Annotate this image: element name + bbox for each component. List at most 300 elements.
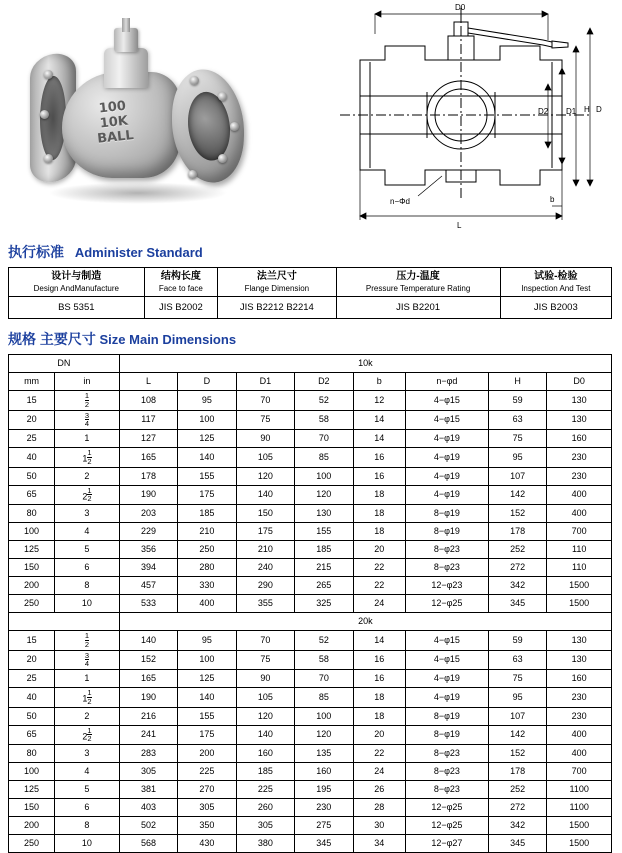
cell-D: 350 bbox=[178, 817, 236, 835]
cell-mm: 150 bbox=[9, 799, 55, 817]
cell-n−φd: 8−φ19 bbox=[405, 725, 488, 745]
dn-group-header: DN bbox=[9, 355, 120, 373]
table-row bbox=[9, 485, 612, 505]
cell-b: 18 bbox=[353, 707, 405, 725]
cell-D1: 290 bbox=[236, 577, 294, 595]
header-en: Design AndManufacture bbox=[33, 284, 119, 293]
cell-n−φd: 4−φ19 bbox=[405, 688, 488, 708]
cell-b: 20 bbox=[353, 541, 405, 559]
header-en: Flange Dimension bbox=[244, 284, 310, 293]
cell-D: 100 bbox=[178, 650, 236, 670]
cell-L: 108 bbox=[119, 391, 177, 411]
cell-D: 330 bbox=[178, 577, 236, 595]
cell-b: 30 bbox=[353, 817, 405, 835]
cell-D1: 305 bbox=[236, 817, 294, 835]
cell-H: 95 bbox=[488, 688, 546, 708]
cell-D2: 345 bbox=[295, 835, 353, 853]
cell-H: 342 bbox=[488, 817, 546, 835]
table-row bbox=[9, 763, 612, 781]
column-header: D bbox=[178, 373, 236, 391]
cell-D: 200 bbox=[178, 745, 236, 763]
valve-technical-drawing bbox=[300, 0, 622, 232]
cell-mm: 65 bbox=[9, 725, 55, 745]
cell-D: 305 bbox=[178, 799, 236, 817]
cell-b: 24 bbox=[353, 763, 405, 781]
cell-in: 1 bbox=[55, 430, 120, 448]
column-header: in bbox=[55, 373, 120, 391]
cell-n−φd: 12−φ25 bbox=[405, 595, 488, 613]
cell-n−φd: 8−φ23 bbox=[405, 763, 488, 781]
cell-mm: 80 bbox=[9, 505, 55, 523]
dim-label-d0: D0 bbox=[455, 3, 466, 12]
table-row bbox=[9, 725, 612, 745]
cell-in: 8 bbox=[55, 577, 120, 595]
cell-H: 178 bbox=[488, 523, 546, 541]
cell-H: 252 bbox=[488, 781, 546, 799]
flange-bolt bbox=[190, 76, 199, 85]
cell-mm: 65 bbox=[9, 485, 55, 505]
ball-valve-photo bbox=[22, 14, 278, 214]
cell-mm: 20 bbox=[9, 410, 55, 430]
cell-in: 6 bbox=[55, 799, 120, 817]
table-row bbox=[9, 631, 612, 651]
table-row bbox=[9, 467, 612, 485]
cell-mm: 125 bbox=[9, 541, 55, 559]
dn-group-header bbox=[9, 613, 120, 631]
cell-D: 155 bbox=[178, 467, 236, 485]
cell-mm: 15 bbox=[9, 391, 55, 411]
dim-label-d2: D2 bbox=[538, 107, 549, 116]
cell-n−φd: 4−φ19 bbox=[405, 485, 488, 505]
cell-L: 165 bbox=[119, 670, 177, 688]
cell-D0: 160 bbox=[547, 430, 612, 448]
cell-n−φd: 4−φ19 bbox=[405, 670, 488, 688]
cell-D: 280 bbox=[178, 559, 236, 577]
cell-D0: 1500 bbox=[547, 595, 612, 613]
marking-line-3: BALL bbox=[96, 128, 135, 147]
cell-mm: 250 bbox=[9, 835, 55, 853]
cell-D2: 58 bbox=[295, 650, 353, 670]
cell-b: 12 bbox=[353, 391, 405, 411]
figure-row bbox=[0, 0, 622, 232]
table-row bbox=[9, 670, 612, 688]
cell-D0: 700 bbox=[547, 523, 612, 541]
flange-bolt bbox=[188, 170, 197, 179]
cell-D1: 75 bbox=[236, 650, 294, 670]
table-row bbox=[9, 688, 612, 708]
cell-D0: 230 bbox=[547, 467, 612, 485]
cell-in: 5 bbox=[55, 781, 120, 799]
cell-in: 1 bbox=[55, 670, 120, 688]
pressure-class-divider bbox=[9, 613, 612, 631]
cell-b: 34 bbox=[353, 835, 405, 853]
cell-D1: 380 bbox=[236, 835, 294, 853]
cell-D2: 100 bbox=[295, 467, 353, 485]
cell-D0: 1500 bbox=[547, 835, 612, 853]
cell-n−φd: 4−φ19 bbox=[405, 467, 488, 485]
cell-mm: 100 bbox=[9, 763, 55, 781]
standard-value-cell: JIS B2201 bbox=[336, 297, 500, 319]
cell-in: 2 bbox=[55, 707, 120, 725]
cell-H: 107 bbox=[488, 707, 546, 725]
cell-D2: 58 bbox=[295, 410, 353, 430]
dim-label-n-phi-d: n−Φd bbox=[390, 197, 410, 206]
cell-L: 502 bbox=[119, 817, 177, 835]
cell-n−φd: 8−φ19 bbox=[405, 707, 488, 725]
valve-neck bbox=[104, 48, 148, 88]
cell-D0: 230 bbox=[547, 707, 612, 725]
cell-L: 229 bbox=[119, 523, 177, 541]
valve-stem-pin bbox=[122, 18, 130, 32]
cell-D1: 210 bbox=[236, 541, 294, 559]
table-row bbox=[9, 707, 612, 725]
cell-in: $\frac{1}{2}$ bbox=[55, 391, 120, 411]
cell-b: 14 bbox=[353, 410, 405, 430]
cell-in: 2 $\frac{1}{2}$ bbox=[55, 725, 120, 745]
cell-D1: 70 bbox=[236, 391, 294, 411]
table-row bbox=[9, 595, 612, 613]
flange-bolt bbox=[218, 154, 227, 163]
cell-D1: 355 bbox=[236, 595, 294, 613]
cell-D0: 400 bbox=[547, 725, 612, 745]
cell-D1: 70 bbox=[236, 631, 294, 651]
cell-b: 18 bbox=[353, 485, 405, 505]
cell-D: 100 bbox=[178, 410, 236, 430]
cell-mm: 150 bbox=[9, 559, 55, 577]
table-row bbox=[9, 835, 612, 853]
cell-mm: 50 bbox=[9, 467, 55, 485]
cell-D: 270 bbox=[178, 781, 236, 799]
table-row bbox=[9, 799, 612, 817]
cell-D0: 400 bbox=[547, 745, 612, 763]
cell-D2: 120 bbox=[295, 485, 353, 505]
cell-D0: 130 bbox=[547, 410, 612, 430]
cell-D2: 275 bbox=[295, 817, 353, 835]
dimensions-section-heading bbox=[8, 329, 622, 349]
cell-mm: 200 bbox=[9, 817, 55, 835]
cell-D1: 160 bbox=[236, 745, 294, 763]
cell-H: 272 bbox=[488, 559, 546, 577]
cell-D2: 215 bbox=[295, 559, 353, 577]
header-cn: 结构长度 bbox=[160, 271, 201, 282]
cell-D2: 185 bbox=[295, 541, 353, 559]
column-header: H bbox=[488, 373, 546, 391]
cell-b: 26 bbox=[353, 781, 405, 799]
cell-mm: 40 bbox=[9, 688, 55, 708]
cell-in: $\frac{3}{4}$ bbox=[55, 410, 120, 430]
cell-D1: 120 bbox=[236, 467, 294, 485]
cell-L: 457 bbox=[119, 577, 177, 595]
cell-in: 2 $\frac{1}{2}$ bbox=[55, 485, 120, 505]
column-header: b bbox=[353, 373, 405, 391]
cell-D: 125 bbox=[178, 670, 236, 688]
table-row bbox=[9, 410, 612, 430]
cell-b: 22 bbox=[353, 577, 405, 595]
cell-H: 142 bbox=[488, 485, 546, 505]
cell-D2: 160 bbox=[295, 763, 353, 781]
flange-bolt bbox=[40, 110, 49, 119]
cell-mm: 200 bbox=[9, 577, 55, 595]
cell-mm: 100 bbox=[9, 523, 55, 541]
table-row bbox=[9, 559, 612, 577]
cell-in: 8 bbox=[55, 817, 120, 835]
dim-header-row-1 bbox=[9, 355, 612, 373]
cell-b: 14 bbox=[353, 631, 405, 651]
valve-photo-pane bbox=[0, 0, 300, 232]
cell-H: 152 bbox=[488, 745, 546, 763]
cell-in: 1 $\frac{1}{2}$ bbox=[55, 448, 120, 468]
cell-L: 178 bbox=[119, 467, 177, 485]
flange-bolt bbox=[44, 154, 53, 163]
cell-in: 4 bbox=[55, 763, 120, 781]
standard-value-cell: BS 5351 bbox=[9, 297, 145, 319]
standard-header-cell bbox=[336, 268, 500, 297]
cell-D0: 130 bbox=[547, 391, 612, 411]
cell-in: 3 bbox=[55, 505, 120, 523]
cell-b: 16 bbox=[353, 467, 405, 485]
cell-D1: 90 bbox=[236, 430, 294, 448]
cell-D0: 130 bbox=[547, 631, 612, 651]
cell-mm: 40 bbox=[9, 448, 55, 468]
cell-mm: 20 bbox=[9, 650, 55, 670]
cell-D0: 230 bbox=[547, 448, 612, 468]
cell-n−φd: 8−φ23 bbox=[405, 745, 488, 763]
cell-D2: 230 bbox=[295, 799, 353, 817]
cell-in: $\frac{3}{4}$ bbox=[55, 650, 120, 670]
cell-n−φd: 4−φ15 bbox=[405, 650, 488, 670]
header-cn: 设计与制造 bbox=[51, 271, 102, 282]
cell-L: 381 bbox=[119, 781, 177, 799]
cell-D2: 265 bbox=[295, 577, 353, 595]
marking-line-1: 100 bbox=[98, 98, 127, 117]
cell-L: 403 bbox=[119, 799, 177, 817]
valve-drawing-pane bbox=[300, 0, 622, 232]
cell-L: 305 bbox=[119, 763, 177, 781]
standard-heading-en: Administer Standard bbox=[74, 245, 203, 260]
cell-D: 185 bbox=[178, 505, 236, 523]
cell-n−φd: 12−φ23 bbox=[405, 577, 488, 595]
cell-L: 140 bbox=[119, 631, 177, 651]
valve-body-marking bbox=[72, 96, 156, 150]
cell-H: 272 bbox=[488, 799, 546, 817]
cell-D2: 135 bbox=[295, 745, 353, 763]
column-header: mm bbox=[9, 373, 55, 391]
cell-D0: 400 bbox=[547, 505, 612, 523]
cell-D0: 1500 bbox=[547, 577, 612, 595]
cell-n−φd: 12−φ25 bbox=[405, 799, 488, 817]
dim-label-l: L bbox=[457, 221, 462, 230]
cell-n−φd: 8−φ23 bbox=[405, 781, 488, 799]
table-row bbox=[9, 577, 612, 595]
cell-n−φd: 8−φ19 bbox=[405, 505, 488, 523]
cell-D2: 325 bbox=[295, 595, 353, 613]
cell-L: 394 bbox=[119, 559, 177, 577]
header-en: Face to face bbox=[158, 284, 203, 293]
cell-L: 283 bbox=[119, 745, 177, 763]
cell-D0: 160 bbox=[547, 670, 612, 688]
cell-D0: 110 bbox=[547, 559, 612, 577]
cell-D0: 110 bbox=[547, 541, 612, 559]
cell-D0: 1100 bbox=[547, 799, 612, 817]
table-row bbox=[9, 817, 612, 835]
cell-n−φd: 8−φ23 bbox=[405, 541, 488, 559]
cell-D0: 230 bbox=[547, 688, 612, 708]
cell-D: 95 bbox=[178, 631, 236, 651]
cell-D2: 70 bbox=[295, 430, 353, 448]
cell-L: 241 bbox=[119, 725, 177, 745]
cell-D2: 155 bbox=[295, 523, 353, 541]
header-en: Inspection And Test bbox=[521, 284, 591, 293]
table-row bbox=[9, 650, 612, 670]
pressure-class-header: 20k bbox=[119, 613, 611, 631]
cell-D: 155 bbox=[178, 707, 236, 725]
standard-value-cell: JIS B2212 B2214 bbox=[218, 297, 336, 319]
standard-header-cell bbox=[144, 268, 218, 297]
cell-b: 20 bbox=[353, 725, 405, 745]
dim-label-h: H bbox=[584, 105, 590, 114]
dimensions-heading-en: Size Main Dimensions bbox=[99, 332, 237, 347]
cell-H: 142 bbox=[488, 725, 546, 745]
flange-bolt bbox=[218, 92, 227, 101]
cell-in: 10 bbox=[55, 835, 120, 853]
cell-H: 152 bbox=[488, 505, 546, 523]
cell-H: 63 bbox=[488, 410, 546, 430]
cell-L: 190 bbox=[119, 688, 177, 708]
cell-D1: 140 bbox=[236, 485, 294, 505]
cell-D0: 700 bbox=[547, 763, 612, 781]
cell-b: 16 bbox=[353, 448, 405, 468]
cell-D2: 195 bbox=[295, 781, 353, 799]
cell-D: 140 bbox=[178, 688, 236, 708]
cell-D2: 120 bbox=[295, 725, 353, 745]
flange-bolt bbox=[44, 70, 53, 79]
table-row bbox=[9, 745, 612, 763]
cell-in: 6 bbox=[55, 559, 120, 577]
cell-in: 4 bbox=[55, 523, 120, 541]
cell-L: 127 bbox=[119, 430, 177, 448]
cell-L: 165 bbox=[119, 448, 177, 468]
cell-n−φd: 4−φ19 bbox=[405, 430, 488, 448]
cell-D0: 130 bbox=[547, 650, 612, 670]
table-row bbox=[9, 448, 612, 468]
cell-D: 140 bbox=[178, 448, 236, 468]
cell-mm: 25 bbox=[9, 670, 55, 688]
cell-D1: 150 bbox=[236, 505, 294, 523]
size-main-dimensions-table bbox=[8, 354, 612, 853]
cell-D: 225 bbox=[178, 763, 236, 781]
header-en: Pressure Temperature Rating bbox=[365, 284, 471, 293]
cell-H: 63 bbox=[488, 650, 546, 670]
table-row bbox=[9, 430, 612, 448]
cell-D1: 260 bbox=[236, 799, 294, 817]
cell-D: 175 bbox=[178, 725, 236, 745]
cell-D: 210 bbox=[178, 523, 236, 541]
cell-in: 2 bbox=[55, 467, 120, 485]
cell-in: 10 bbox=[55, 595, 120, 613]
cell-D1: 140 bbox=[236, 725, 294, 745]
cell-L: 203 bbox=[119, 505, 177, 523]
cell-H: 59 bbox=[488, 391, 546, 411]
cell-b: 18 bbox=[353, 505, 405, 523]
cell-b: 18 bbox=[353, 688, 405, 708]
standard-heading-cn: 执行标准 bbox=[8, 244, 64, 260]
cell-b: 22 bbox=[353, 745, 405, 763]
column-header: D0 bbox=[547, 373, 612, 391]
cell-H: 345 bbox=[488, 835, 546, 853]
cell-H: 75 bbox=[488, 430, 546, 448]
standard-header-cell bbox=[9, 268, 145, 297]
cell-L: 216 bbox=[119, 707, 177, 725]
cell-D1: 90 bbox=[236, 670, 294, 688]
cell-L: 356 bbox=[119, 541, 177, 559]
cell-D0: 400 bbox=[547, 485, 612, 505]
cell-n−φd: 12−φ27 bbox=[405, 835, 488, 853]
standard-value-cell: JIS B2003 bbox=[500, 297, 611, 319]
column-header: D2 bbox=[295, 373, 353, 391]
cell-mm: 250 bbox=[9, 595, 55, 613]
cell-L: 568 bbox=[119, 835, 177, 853]
standard-section-heading bbox=[8, 242, 622, 262]
cell-L: 117 bbox=[119, 410, 177, 430]
cell-H: 107 bbox=[488, 467, 546, 485]
table-row bbox=[9, 505, 612, 523]
cell-D1: 240 bbox=[236, 559, 294, 577]
dim-label-d2-outer: D1 bbox=[566, 107, 577, 116]
photo-shadow bbox=[48, 182, 228, 204]
cell-D1: 225 bbox=[236, 781, 294, 799]
cell-D0: 1100 bbox=[547, 781, 612, 799]
dimensions-heading-cn: 规格 主要尺寸 bbox=[8, 331, 96, 347]
cell-D2: 100 bbox=[295, 707, 353, 725]
cell-b: 18 bbox=[353, 523, 405, 541]
cell-D: 125 bbox=[178, 430, 236, 448]
cell-n−φd: 4−φ15 bbox=[405, 391, 488, 411]
table-row bbox=[9, 523, 612, 541]
column-header: L bbox=[119, 373, 177, 391]
cell-n−φd: 4−φ19 bbox=[405, 448, 488, 468]
cell-D: 95 bbox=[178, 391, 236, 411]
cell-H: 59 bbox=[488, 631, 546, 651]
column-header: n−φd bbox=[405, 373, 488, 391]
header-cn: 试验-检验 bbox=[534, 271, 578, 282]
cell-D1: 105 bbox=[236, 448, 294, 468]
standard-value-row bbox=[9, 297, 612, 319]
cell-D: 250 bbox=[178, 541, 236, 559]
cell-L: 533 bbox=[119, 595, 177, 613]
cell-D1: 75 bbox=[236, 410, 294, 430]
pressure-class-header: 10k bbox=[119, 355, 611, 373]
header-cn: 压力-温度 bbox=[396, 271, 440, 282]
cell-D0: 1500 bbox=[547, 817, 612, 835]
cell-H: 75 bbox=[488, 670, 546, 688]
cell-L: 190 bbox=[119, 485, 177, 505]
cell-in: 5 bbox=[55, 541, 120, 559]
marking-line-2: 10K bbox=[99, 113, 129, 132]
cell-b: 28 bbox=[353, 799, 405, 817]
dim-label-d: D bbox=[596, 105, 602, 114]
cell-n−φd: 8−φ19 bbox=[405, 523, 488, 541]
cell-D: 175 bbox=[178, 485, 236, 505]
cell-b: 22 bbox=[353, 559, 405, 577]
cell-D2: 52 bbox=[295, 391, 353, 411]
cell-H: 342 bbox=[488, 577, 546, 595]
cell-in: $\frac{1}{2}$ bbox=[55, 631, 120, 651]
cell-D2: 130 bbox=[295, 505, 353, 523]
dim-label-b: b bbox=[550, 195, 555, 204]
standard-header-cell bbox=[500, 268, 611, 297]
cell-mm: 25 bbox=[9, 430, 55, 448]
cell-mm: 80 bbox=[9, 745, 55, 763]
